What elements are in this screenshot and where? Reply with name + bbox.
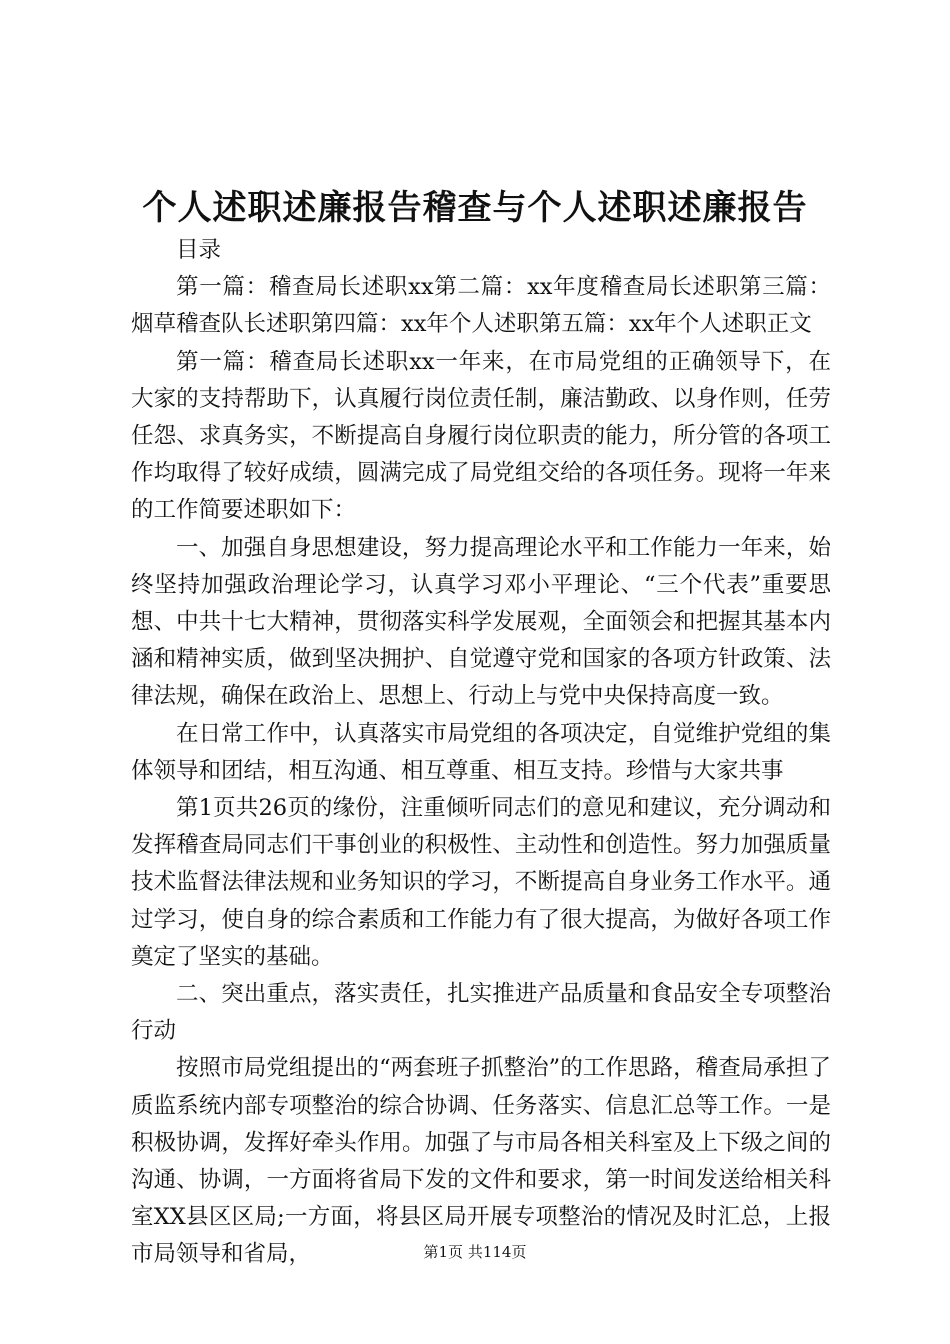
body-paragraph: 第1页共26页的缘份，注重倾听同志们的意见和建议，充分调动和发挥稽查局同志们干事创业的积极性、主动性和创造性。努力加强质量技术监督法律法规和业务知识的学习，不断提高自身业务工作水平。通过学习，使自身的综合素质和工作能力有了很大提高，为做好各项工作奠定了坚实的基础。: [131, 795, 831, 970]
document-title: 个人述职述廉报告稽查与个人述职述廉报告: [142, 188, 808, 228]
toc-list: 第一篇：稽查局长述职xx第二篇：xx年度稽查局长述职第三篇：烟草稽查队长述职第四篇：xx年个人述职第五篇：xx年个人述职正文: [131, 274, 831, 338]
document-body: [131, 232, 831, 1274]
body-paragraph: 第一篇：稽查局长述职xx一年来，在市局党组的正确领导下，在大家的支持帮助下，认真履行岗位责任制，廉洁勤政、以身作则，任劳任怨、求真务实，不断提高自身履行岗位职责的能力，所分管的各项工作均取得了较好成绩，圆满完成了局党组交给的各项任务。现将一年来的工作简要述职如下：: [131, 348, 831, 524]
body-paragraph: 一、加强自身思想建设，努力提高理论水平和工作能力一年来，始终坚持加强政治理论学习，认真学习邓小平理论、“三个代表”重要思想、中共十七大精神，贯彻落实科学发展观，全面领会和把握其基本内涵和精神实质，做到坚决拥护、自觉遵守党和国家的各项方针政策、法律法规，确保在政治上、思想上、行动上与党中央保持高度一致。: [131, 534, 831, 710]
page-number-footer: 第1页 共114页: [423, 1243, 527, 1261]
toc-heading: 目录: [176, 237, 222, 263]
section-heading: 二、突出重点，落实责任，扎实推进产品质量和食品安全专项整治行动: [131, 981, 831, 1045]
body-paragraph: 按照市局党组提出的“两套班子抓整治”的工作思路，稽查局承担了质监系统内部专项整治的综合协调、任务落实、信息汇总等工作。一是积极协调，发挥好牵头作用。加强了与市局各相关科室及上下级之间的沟通、协调，一方面将省局下发的文件和要求，第一时间发送给相关科室XX县区区局;一方面，将县区局开展专项整治的情况及时汇总，上报市局领导和省局，: [131, 1055, 831, 1268]
body-paragraph: 在日常工作中，认真落实市局党组的各项决定，自觉维护党组的集体领导和团结，相互沟通、相互尊重、相互支持。珍惜与大家共事: [131, 720, 831, 784]
